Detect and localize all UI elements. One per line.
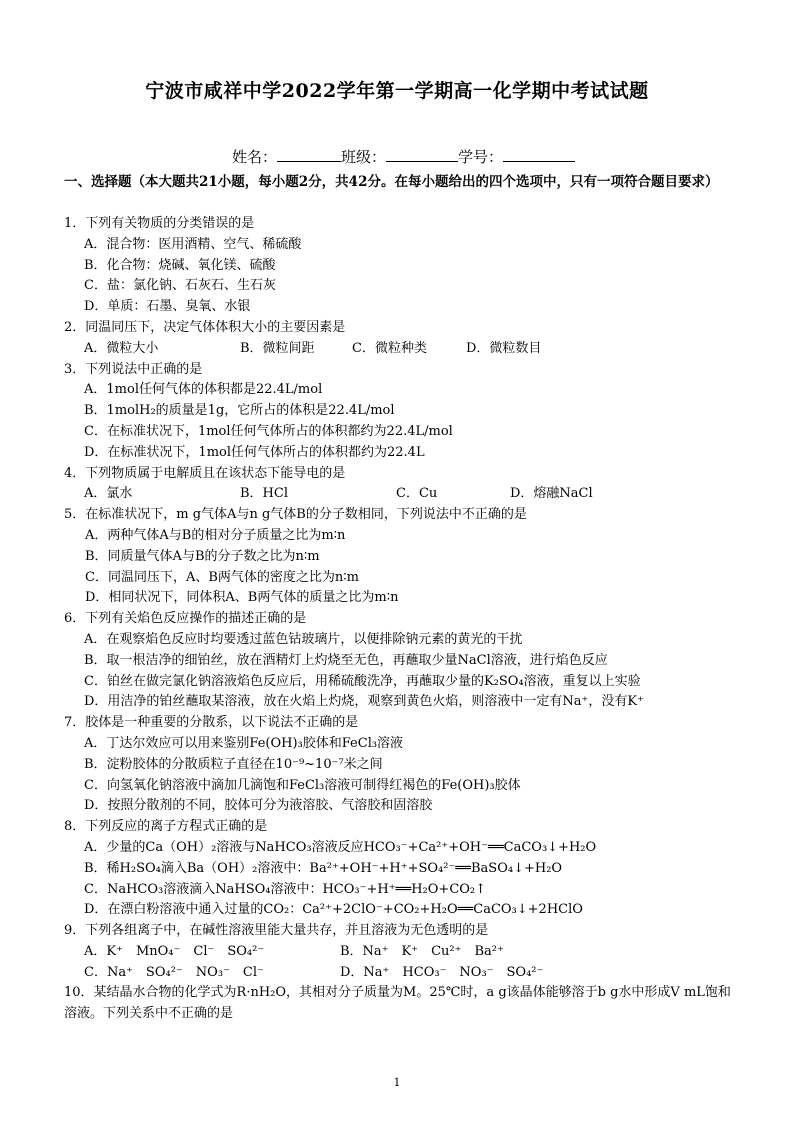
option-b: B．HCl — [240, 486, 288, 502]
options-row — [64, 484, 736, 505]
option-d: D．Na⁺ HCO₃⁻ NO₃⁻ SO₄²⁻ — [340, 964, 544, 980]
option-d: D．熔融NaCl — [510, 486, 593, 502]
class-label: 班级： — [341, 148, 387, 166]
question-6 — [64, 609, 736, 713]
question-stem: 7．胶体是一种重要的分散系，以下说法不正确的是 — [64, 715, 359, 731]
option-c: C．盐：氯化钠、石灰石、生石灰 — [84, 278, 276, 294]
option-a: A．氯水 — [84, 486, 133, 502]
option-c: C．同温同压下，A、B两气体的密度之比为n∶m — [85, 569, 359, 585]
student-id-blank[interactable] — [503, 147, 575, 162]
question-stem: 1．下列有关物质的分类错误的是 — [64, 216, 255, 231]
option-b: B．取一根洁净的细铂丝，放在酒精灯上灼烧至无色，再蘸取少量NaCl溶液，进行焰色反应 — [84, 652, 608, 668]
option-a: A．微粒大小 — [84, 340, 159, 356]
question-stem: 6．下列有关焰色反应操作的描述正确的是 — [64, 611, 307, 627]
option-b: B．化合物：烧碱、氧化镁、硫酸 — [84, 257, 276, 273]
question-3 — [64, 360, 736, 464]
option-b: B．稀H₂SO₄滴入Ba（OH）₂溶液中：Ba²⁺+OH⁻+H⁺+SO₄²⁻══BaSO₄↓+H₂O — [84, 860, 563, 876]
question-stem: 3．下列说法中正确的是 — [64, 361, 203, 377]
question-stem: 10．某结晶水合物的化学式为R·nH₂O，其相对分子质量为M。25℃时，a g该晶体能够溶于b g水中形成V mL饱和溶液。下列关系中不正确的是 — [64, 985, 731, 1022]
page-title: 宁波市咸祥中学2022学年第一学期高一化学期中考试试题 — [145, 80, 649, 102]
question-2 — [64, 318, 736, 360]
option-a: A．少量的Ca（OH）₂溶液与NaHCO₃溶液反应HCO₃⁻+Ca²⁺+OH⁻══CaCO₃↓+H₂O — [84, 839, 597, 855]
option-b: B．同质量气体A与B的分子数之比为n∶m — [85, 548, 320, 564]
option-c: C．向氢氧化钠溶液中滴加几滴饱和FeCl₃溶液可制得红褐色的Fe(OH)₃胶体 — [84, 777, 521, 793]
option-d: D．微粒数目 — [466, 340, 542, 356]
question-10 — [64, 983, 736, 1025]
question-stem: 4．下列物质属于电解质且在该状态下能导电的是 — [64, 465, 346, 481]
question-8 — [64, 817, 736, 921]
option-a: A．混合物：医用酒精、空气、稀硫酸 — [84, 236, 302, 252]
student-info-line — [232, 146, 575, 167]
option-d: D．相同状况下，同体积A、B两气体的质量之比为m∶n — [85, 590, 399, 606]
option-c: C．铂丝在做完氯化钠溶液焰色反应后，用稀硫酸洗净，再蘸取少量的K₂SO₄溶液，重复以上实验 — [84, 673, 641, 689]
option-d: D．在漂白粉溶液中通入过量的CO₂：Ca²⁺+2ClO⁻+CO₂+H₂O══CaCO₃↓+2HClO — [84, 902, 583, 918]
options-row — [64, 942, 736, 963]
option-a: A．两种气体A与B的相对分子质量之比为m∶n — [85, 527, 346, 543]
option-c: C．在标准状况下，1mol任何气体所占的体积都约为22.4L/mol — [84, 423, 453, 439]
option-b: B．淀粉胶体的分散质粒子直径在10⁻⁹~10⁻⁷米之间 — [84, 756, 383, 772]
option-d: D．用洁净的铂丝蘸取某溶液，放在火焰上灼烧，观察到黄色火焰，则溶液中一定有Na⁺，没有K⁺ — [84, 694, 644, 710]
option-c: C．Cu — [396, 486, 438, 502]
question-stem: 9．下列各组离子中，在碱性溶液里能大量共存，并且溶液为无色透明的是 — [64, 923, 489, 939]
option-b: B．Na⁺ K⁺ Cu²⁺ Ba²⁺ — [340, 943, 504, 959]
questions — [64, 214, 736, 1025]
option-c: C．NaHCO₃溶液滴入NaHSO₄溶液中：HCO₃⁻+H⁺══H₂O+CO₂↑ — [84, 881, 487, 897]
option-a: A．K⁺ MnO₄⁻ Cl⁻ SO₄²⁻ — [84, 943, 265, 959]
name-label: 姓名： — [232, 148, 278, 166]
option-c: C．Na⁺ SO₄²⁻ NO₃⁻ Cl⁻ — [84, 964, 264, 980]
question-stem: 8．下列反应的离子方程式正确的是 — [64, 819, 268, 835]
section-heading: 一、选择题（本大题共21小题，每小题2分，共42分。在每小题给出的四个选项中，只有一项符合题目要求） — [64, 174, 719, 190]
student-id-label: 学号： — [458, 148, 504, 166]
option-b: B．微粒间距 — [240, 340, 315, 356]
option-c: C．微粒种类 — [352, 340, 427, 356]
option-a: A．丁达尔效应可以用来鉴别Fe(OH)₃胶体和FeCl₃溶液 — [84, 735, 404, 751]
name-blank[interactable] — [277, 147, 341, 162]
question-9 — [64, 921, 736, 983]
option-a: A．在观察焰色反应时均要透过蓝色钴玻璃片，以便排除钠元素的黄光的干扰 — [84, 631, 523, 647]
options-row — [64, 339, 736, 360]
option-a: A．1mol任何气体的体积都是22.4L/mol — [84, 382, 323, 398]
question-4 — [64, 464, 736, 506]
question-stem: 2．同温同压下，决定气体体积大小的主要因素是 — [64, 319, 346, 335]
question-7 — [64, 713, 736, 817]
option-b: B．1molH₂的质量是1g，它所占的体积是22.4L/mol — [84, 403, 395, 419]
page-number: 1 — [393, 1076, 401, 1089]
option-d: D．单质：石墨、臭氧、水银 — [84, 299, 251, 315]
question-5 — [64, 505, 736, 609]
options-row — [64, 963, 736, 984]
option-d: D．按照分散剂的不同，胶体可分为液溶胶、气溶胶和固溶胶 — [84, 798, 433, 814]
question-1 — [64, 214, 736, 318]
question-stem: 5．在标准状况下，m g气体A与n g气体B的分子数相同，下列说法中不正确的是 — [64, 507, 527, 523]
option-d: D．在标准状况下，1mol任何气体所占的体积都约为22.4L — [84, 444, 425, 460]
class-blank[interactable] — [386, 147, 458, 162]
